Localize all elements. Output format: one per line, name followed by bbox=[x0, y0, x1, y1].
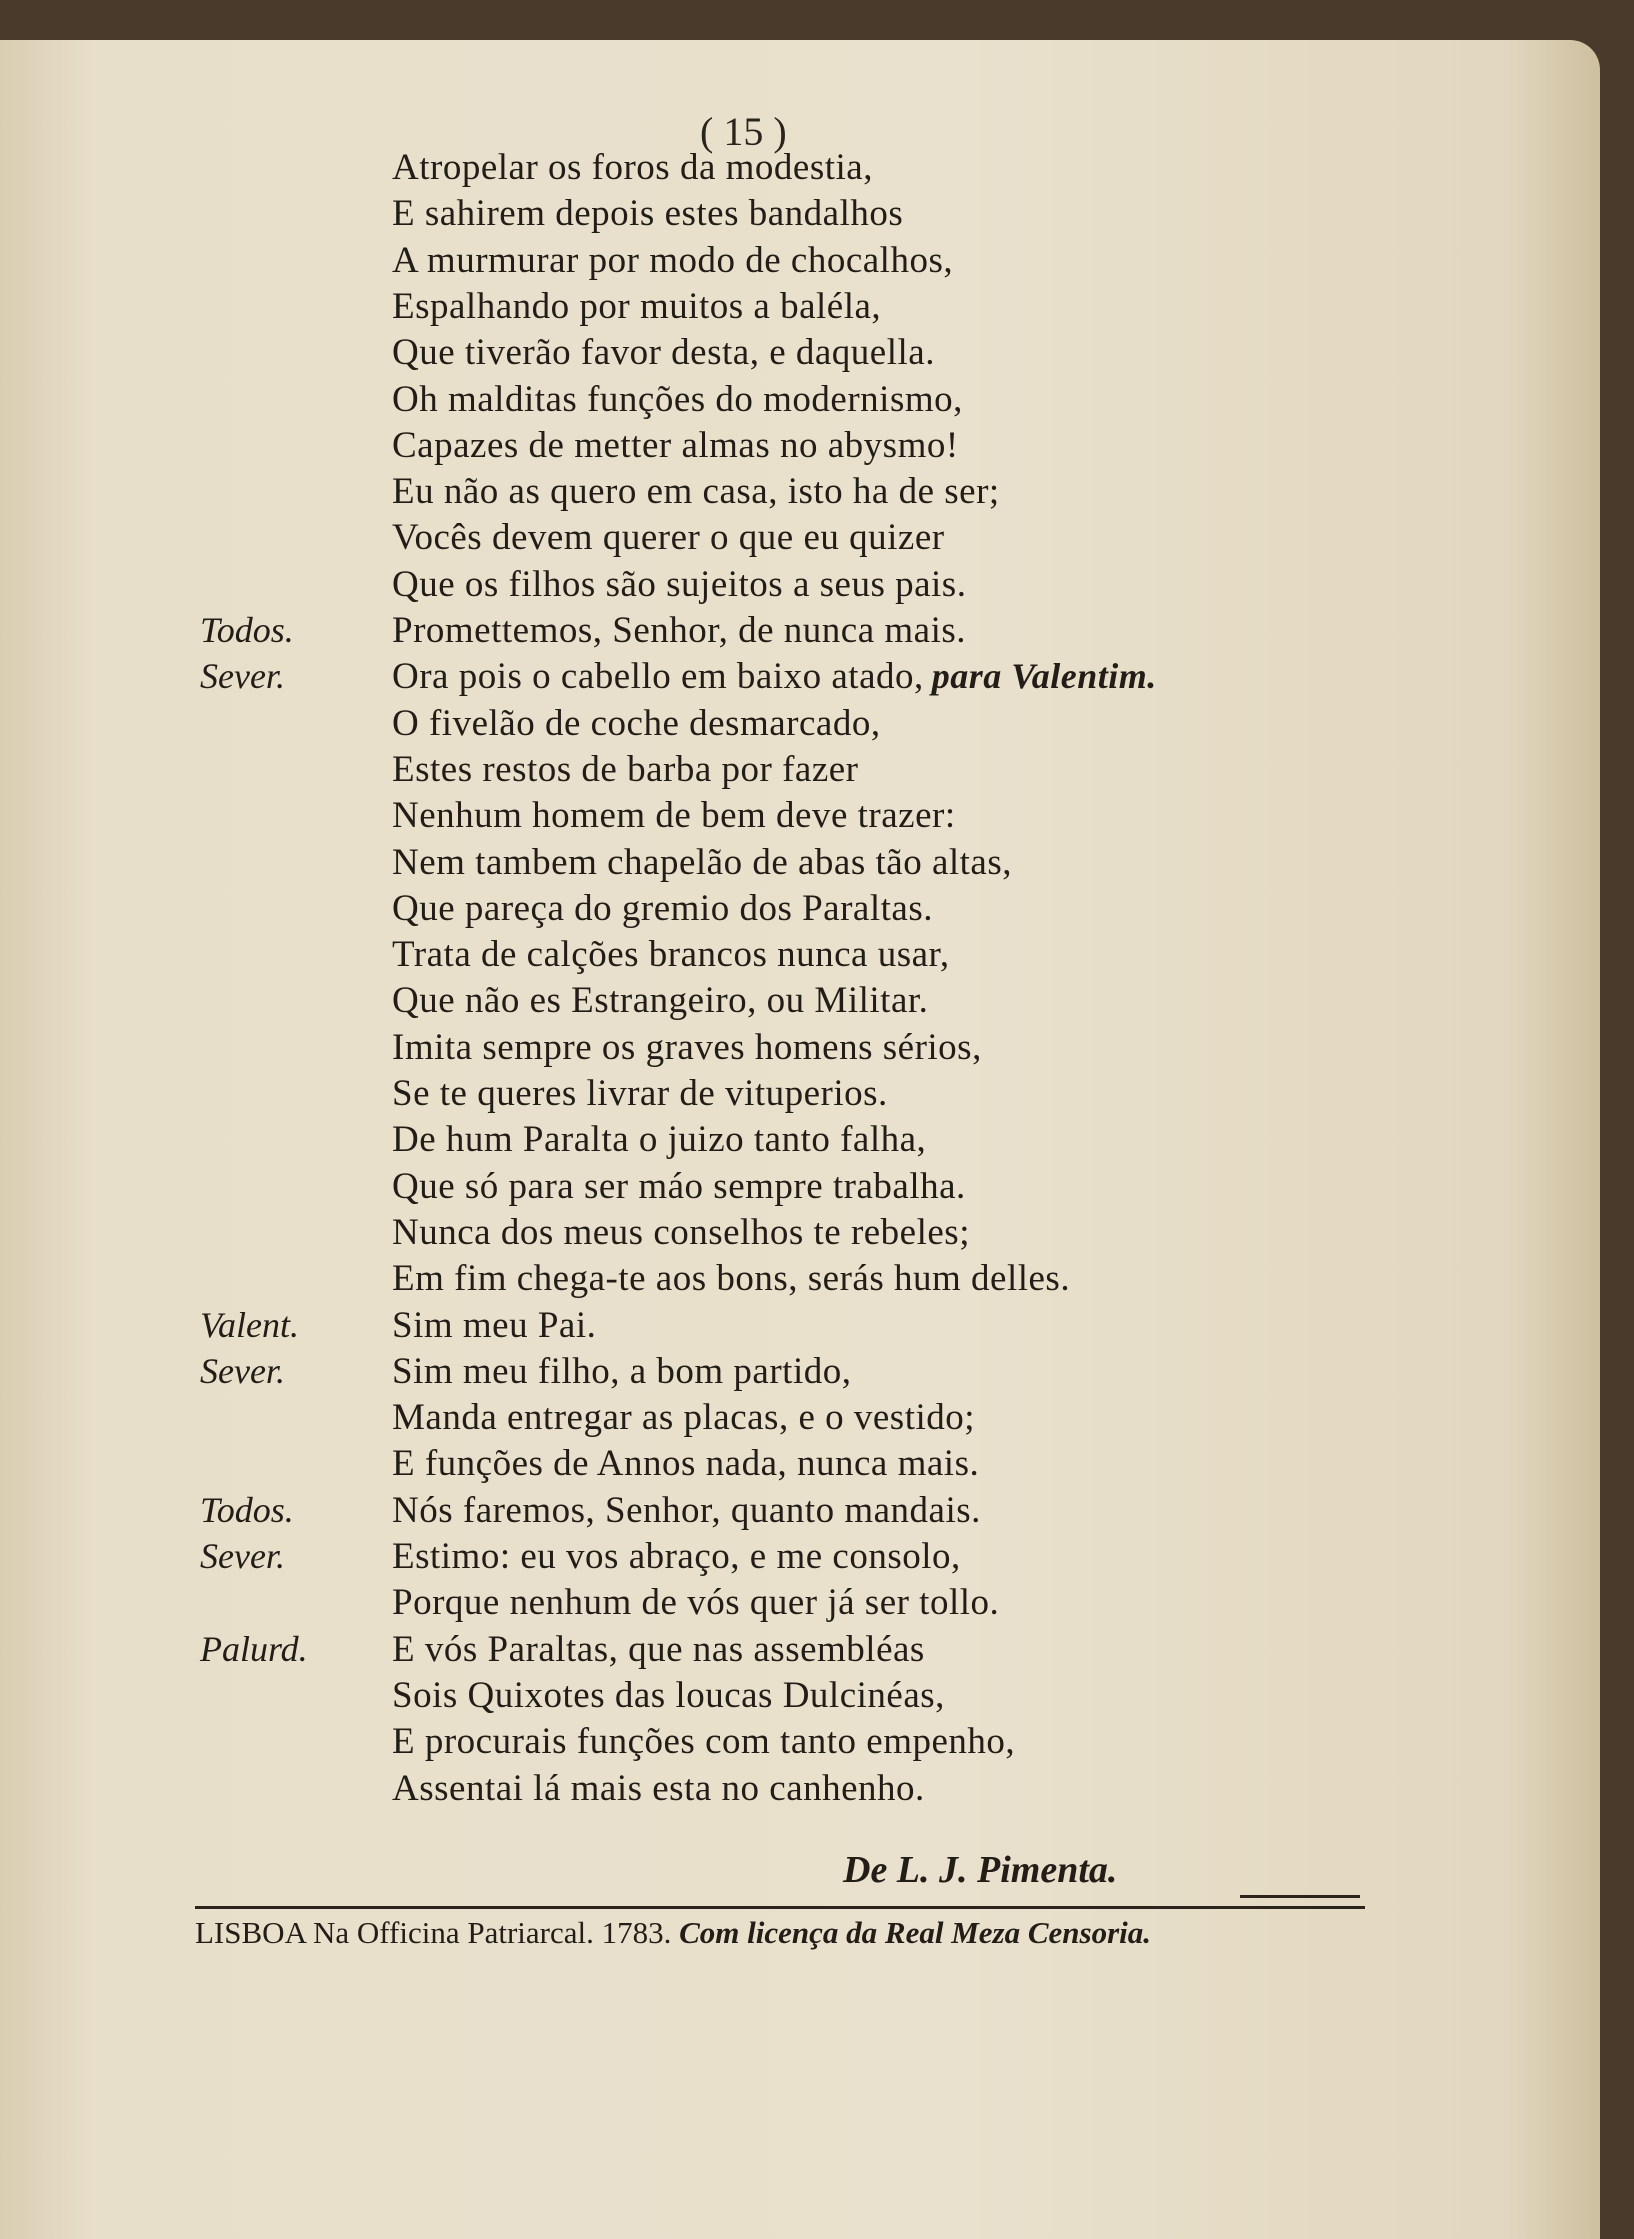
verse-text bbox=[392, 609, 974, 652]
verse-text bbox=[392, 424, 967, 467]
verse-text bbox=[392, 1304, 604, 1347]
verse-line bbox=[0, 563, 1560, 609]
verse-line bbox=[0, 1257, 1560, 1303]
verse-text bbox=[392, 887, 941, 930]
verse-words: Em fim chega-te aos bons, serás hum delles. bbox=[392, 1258, 1071, 1300]
verse-words: Sois Quixotes das loucas Dulcinéas, bbox=[392, 1674, 945, 1716]
verse-words: Vocês devem querer o que eu quizer bbox=[392, 517, 945, 559]
verse-words: E funções de Annos nada, nunca mais. bbox=[392, 1443, 980, 1485]
verse-line bbox=[0, 1720, 1560, 1766]
verse-line bbox=[0, 794, 1560, 840]
verse-text bbox=[392, 1489, 989, 1532]
verse-words: Sim meu Pai. bbox=[392, 1304, 597, 1346]
verse-line bbox=[0, 1211, 1560, 1257]
verse-text bbox=[392, 655, 1157, 698]
verse-text bbox=[392, 1072, 896, 1115]
imprint-rule bbox=[195, 1906, 1365, 1909]
verse-text bbox=[392, 146, 881, 189]
verse-words: Nós faremos, Senhor, quanto mandais. bbox=[392, 1489, 981, 1531]
signature-rule bbox=[1240, 1895, 1360, 1898]
verse-line bbox=[0, 1118, 1560, 1164]
speaker-label: Sever. bbox=[200, 1350, 285, 1391]
verse-words: Estimo: eu vos abraço, e me consolo, bbox=[392, 1536, 961, 1577]
verse-text bbox=[392, 1628, 933, 1671]
verse-words: Porque nenhum de vós quer já ser tollo. bbox=[392, 1582, 1000, 1624]
verse-words: De hum Paralta o juizo tanto falha, bbox=[392, 1119, 927, 1161]
speaker-label: Valent. bbox=[200, 1304, 299, 1345]
author-signature: De L. J. Pimenta. bbox=[843, 1849, 1118, 1891]
verse-line bbox=[0, 470, 1560, 516]
verse-line bbox=[0, 1767, 1560, 1813]
verse-words: Nenhum homem de bem deve trazer: bbox=[392, 795, 956, 837]
verse-line bbox=[0, 192, 1560, 238]
verse-words: Estes restos de barba por fazer bbox=[392, 748, 859, 790]
verse-text bbox=[392, 1720, 1023, 1763]
verse-text bbox=[392, 1118, 934, 1161]
verse-words: E sahirem depois estes bandalhos bbox=[392, 193, 904, 235]
verse-text bbox=[392, 1581, 1007, 1624]
verse-line bbox=[0, 1350, 1560, 1396]
verse-text bbox=[392, 933, 958, 976]
verse-line bbox=[0, 1072, 1560, 1118]
verse-line bbox=[0, 887, 1560, 933]
verse-text bbox=[392, 979, 936, 1022]
verse-line bbox=[0, 1535, 1560, 1581]
verse-line bbox=[0, 841, 1560, 887]
imprint-main: LISBOA Na Officina Patriarcal. 1783. bbox=[195, 1915, 672, 1950]
verse-line bbox=[0, 146, 1560, 192]
verse-words: Ora pois o cabello em baixo atado, bbox=[392, 656, 924, 698]
verse-text bbox=[392, 1396, 983, 1439]
verse-text bbox=[392, 239, 961, 282]
imprint-line bbox=[195, 1915, 1151, 1951]
verse-words: E vós Paraltas, que nas assembléas bbox=[392, 1628, 925, 1670]
verse-text bbox=[392, 1026, 990, 1069]
verse-text bbox=[392, 1257, 1078, 1300]
verse-text bbox=[392, 563, 974, 606]
verse-line bbox=[0, 748, 1560, 794]
verse-words: Espalhando por muitos a baléla, bbox=[392, 285, 882, 327]
verse-text bbox=[392, 748, 867, 791]
verse-line bbox=[0, 979, 1560, 1025]
page-number: ( 15 ) bbox=[700, 109, 787, 154]
verse-line bbox=[0, 702, 1560, 748]
verse-words: A murmurar por modo de chocalhos, bbox=[392, 239, 954, 281]
verse-text bbox=[392, 331, 943, 374]
verse-words: Manda entregar as placas, e o vestido; bbox=[392, 1397, 976, 1439]
verse-text bbox=[392, 1442, 987, 1485]
verse-words: Assentai lá mais esta no canhenho. bbox=[392, 1767, 925, 1809]
verse-text bbox=[392, 702, 889, 745]
verse-text bbox=[392, 378, 971, 421]
verse-text bbox=[392, 794, 964, 837]
verse-line bbox=[0, 239, 1560, 285]
verse-line bbox=[0, 1442, 1560, 1488]
verse-line bbox=[0, 1628, 1560, 1674]
verse-words: E procurais funções com tanto empenho, bbox=[392, 1721, 1016, 1763]
verse-text bbox=[392, 1674, 953, 1717]
verse-line bbox=[0, 609, 1560, 655]
verse-text bbox=[392, 192, 911, 235]
verse-text bbox=[392, 1165, 974, 1208]
verse-words: Que pareça do gremio dos Paraltas. bbox=[392, 887, 933, 929]
verse-text bbox=[392, 1535, 969, 1578]
verse-line bbox=[0, 1165, 1560, 1211]
verse-words: Sim meu filho, a bom partido, bbox=[392, 1350, 852, 1392]
verse-line bbox=[0, 933, 1560, 979]
speaker-label: Todos. bbox=[200, 1489, 294, 1530]
speaker-label: Sever. bbox=[200, 1536, 285, 1576]
verse-words: Que não es Estrangeiro, ou Militar. bbox=[392, 980, 929, 1022]
verse-text bbox=[392, 470, 1008, 513]
verse-words: Que só para ser máo sempre trabalha. bbox=[392, 1165, 966, 1207]
imprint-license: Com licença da Real Meza Censoria. bbox=[679, 1915, 1152, 1950]
verse-text bbox=[392, 516, 953, 559]
speaker-label: Palurd. bbox=[200, 1628, 308, 1669]
verse-words: Trata de calções brancos nunca usar, bbox=[392, 934, 950, 976]
speaker-label: Sever. bbox=[200, 656, 285, 697]
verse-words: Atropelar os foros da modestia, bbox=[392, 147, 873, 188]
verse-words: Oh malditas funções do modernismo, bbox=[392, 378, 963, 420]
verse-line bbox=[0, 1026, 1560, 1072]
verse-line bbox=[0, 285, 1560, 331]
verse-words: Capazes de metter almas no abysmo! bbox=[392, 424, 959, 466]
verse-words: Imita sempre os graves homens sérios, bbox=[392, 1026, 982, 1068]
verse-line bbox=[0, 378, 1560, 424]
verse-line bbox=[0, 1581, 1560, 1627]
verse-words: O fivelão de coche desmarcado, bbox=[392, 702, 881, 744]
verse-text bbox=[392, 1211, 978, 1254]
verse-line bbox=[0, 1489, 1560, 1535]
verse-words: Nunca dos meus conselhos te rebeles; bbox=[392, 1211, 970, 1253]
stage-direction: para Valentim. bbox=[931, 656, 1157, 697]
verse-line bbox=[0, 331, 1560, 377]
verse-line bbox=[0, 424, 1560, 470]
verse-text bbox=[392, 841, 1020, 884]
verse-words: Eu não as quero em casa, isto ha de ser; bbox=[392, 471, 1000, 513]
verse-text bbox=[392, 1767, 933, 1810]
verse-text bbox=[392, 285, 889, 328]
verse-text bbox=[392, 1350, 859, 1393]
verse-words: Que tiverão favor desta, e daquella. bbox=[392, 332, 935, 374]
verse-words: Nem tambem chapelão de abas tão altas, bbox=[392, 841, 1012, 883]
document-page bbox=[0, 40, 1600, 2239]
verse-line bbox=[0, 1396, 1560, 1442]
verse-line bbox=[0, 1674, 1560, 1720]
verse-words: Se te queres livrar de vituperios. bbox=[392, 1073, 888, 1114]
speaker-label: Todos. bbox=[200, 610, 294, 650]
verse-words: Que os filhos são sujeitos a seus pais. bbox=[392, 563, 967, 605]
verse-line bbox=[0, 1304, 1560, 1350]
verse-line bbox=[0, 655, 1560, 701]
verse-words: Promettemos, Senhor, de nunca mais. bbox=[392, 610, 966, 651]
verse-line bbox=[0, 516, 1560, 562]
